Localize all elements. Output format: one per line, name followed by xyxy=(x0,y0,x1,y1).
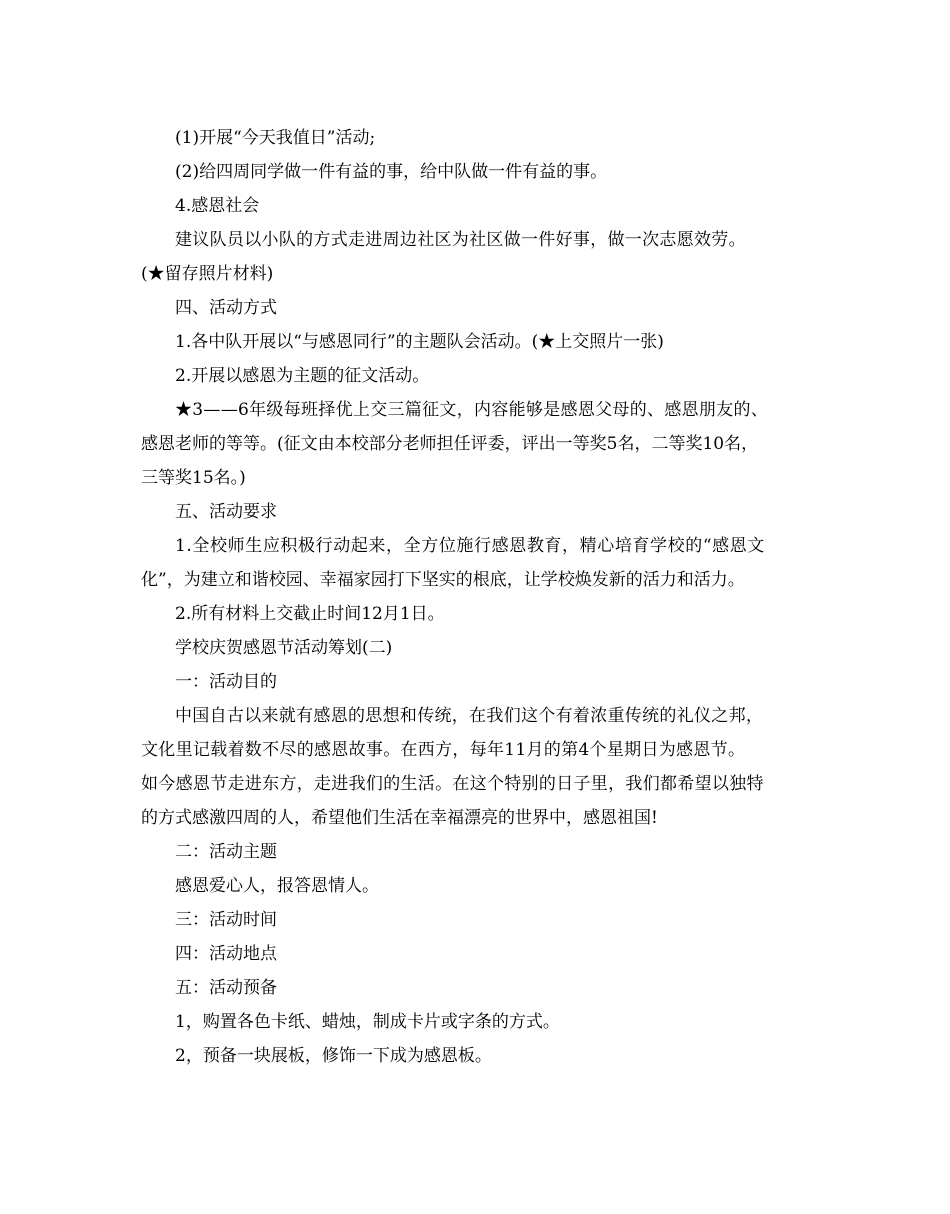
paragraph-community-service: 建议队员以小队的方式走进周边社区为社区做一件好事，做一次志愿效劳。 xyxy=(175,230,746,250)
section-heading-time: 三：活动时间 xyxy=(175,910,277,930)
list-item-board: 2，预备一块展板，修饰一下成为感恩板。 xyxy=(175,1046,492,1066)
list-item-whole-school-cont: 化”，为建立和谐校园、幸福家园打下坚实的根底，让学校焕发新的活力和活力。 xyxy=(141,570,745,590)
section-heading-theme: 二：活动主题 xyxy=(175,842,277,862)
section-heading-location: 四：活动地点 xyxy=(175,944,277,964)
list-item-whole-school: 1.全校师生应积极行动起来，全方位施行感恩教育，精心培育学校的“感恩文 xyxy=(175,536,765,556)
paragraph-theme: 感恩爱心人，报答恩情人。 xyxy=(175,876,379,896)
list-item-essay-activity: 2.开展以感恩为主题的征文活动。 xyxy=(175,366,430,386)
document-body xyxy=(141,121,813,1073)
section-heading-purpose: 一：活动目的 xyxy=(175,672,277,692)
document-subtitle: 学校庆贺感恩节活动筹划(二) xyxy=(175,638,393,658)
section-heading-activity-requirements: 五、活动要求 xyxy=(175,502,277,522)
paragraph-purpose-3: 如今感恩节走进东方，走进我们的生活。在这个特别的日子里，我们都希望以独特 xyxy=(141,774,764,794)
list-item-duty-day: (1)开展“今天我值日”活动; xyxy=(175,128,376,148)
paragraph-essay-submission: ★3——6年级每班择优上交三篇征文，内容能够是感恩父母的、感恩朋友的、 xyxy=(175,400,769,420)
list-item-team-meeting: 1.各中队开展以“与感恩同行”的主题队会活动。(★上交照片一张) xyxy=(175,332,664,352)
paragraph-purpose-1: 中国自古以来就有感恩的思想和传统，在我们这个有着浓重传统的礼仪之邦， xyxy=(175,706,764,726)
section-heading-gratitude-society: 4.感恩社会 xyxy=(175,196,260,216)
list-item-cards: 1，购置各色卡纸、蜡烛，制成卡片或字条的方式。 xyxy=(175,1012,560,1032)
list-item-deadline: 2.所有材料上交截止时间12月1日。 xyxy=(175,604,445,624)
paragraph-essay-awards: 三等奖15名。) xyxy=(141,468,246,488)
paragraph-photo-note: (★留存照片材料) xyxy=(141,264,274,284)
section-heading-preparation: 五：活动预备 xyxy=(175,978,277,998)
paragraph-purpose-4: 的方式感激四周的人，希望他们生活在幸福漂亮的世界中，感恩祖国! xyxy=(141,808,658,828)
section-heading-activity-method: 四、活动方式 xyxy=(175,298,277,318)
paragraph-purpose-2: 文化里记载着数不尽的感恩故事。在西方，每年11月的第4个星期日为感恩节。 xyxy=(141,740,746,760)
list-item-good-deed: (2)给四周同学做一件有益的事，给中队做一件有益的事。 xyxy=(175,162,608,182)
paragraph-essay-judging: 感恩老师的等等。(征文由本校部分老师担任评委，评出一等奖5名，二等奖10名， xyxy=(141,434,759,454)
